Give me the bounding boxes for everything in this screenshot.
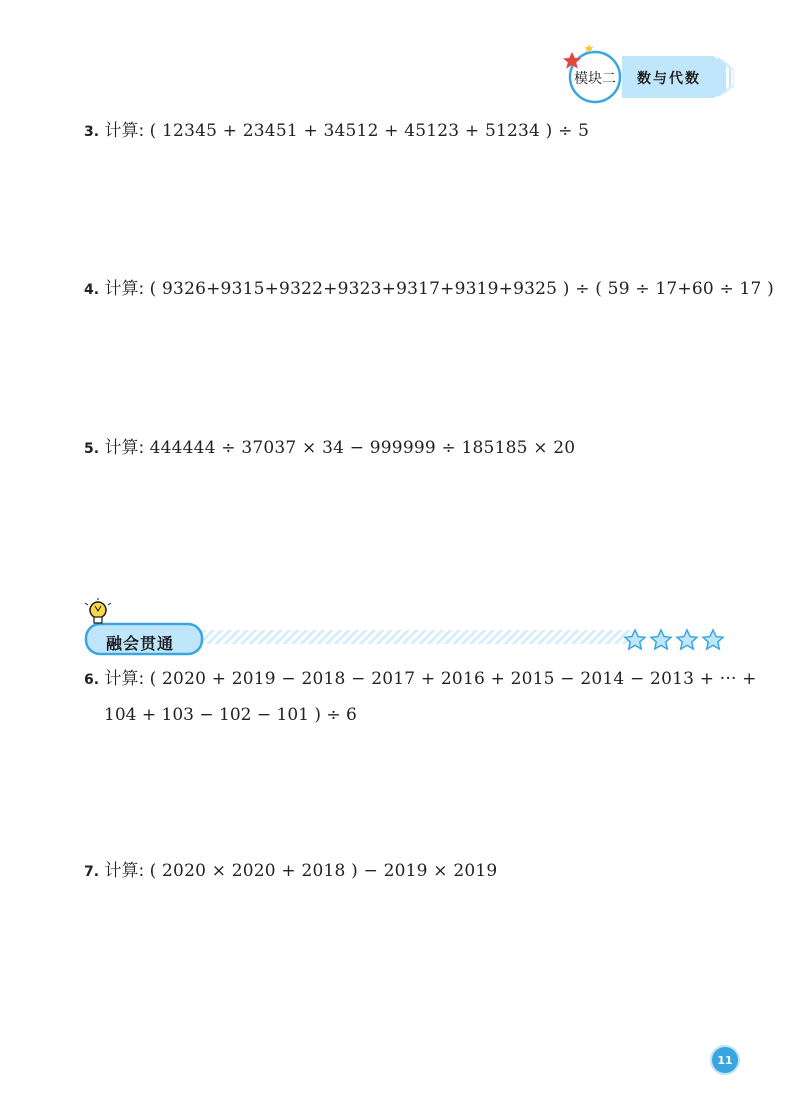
problem-4 [84, 281, 774, 298]
problem-expression: ( 2020 + 2019 − 2018 − 2017 + 2016 + 2015 − 2014 − 2013 + ··· + [149, 669, 757, 689]
problem-expression: 444444 ÷ 37037 × 34 − 999999 ÷ 185185 × 20 [149, 438, 576, 458]
problem-expression-continued: 104 + 103 − 102 − 101 ) ÷ 6 [104, 705, 357, 725]
problem-3 [84, 123, 589, 140]
problem-7 [84, 863, 497, 880]
rating-stars [625, 630, 723, 649]
star-icon [651, 630, 671, 649]
star-icon [677, 630, 697, 649]
problem-number: 3. [84, 124, 100, 140]
problem-number: 7. [84, 864, 100, 880]
section-title: 融会贯通 [106, 634, 175, 653]
star-icon [703, 630, 723, 649]
page-number: 11 [712, 1047, 738, 1073]
module-label: 模块二 [574, 71, 616, 87]
problem-expression: ( 2020 × 2020 + 2018 ) − 2019 × 2019 [149, 861, 498, 881]
problem-number: 5. [84, 441, 100, 457]
problem-expression: ( 9326+9315+9322+9323+9317+9319+9325 ) ÷ ( 59 ÷ 17+60 ÷ 17 ) [149, 279, 774, 299]
module-badge [562, 44, 734, 104]
problem-label: 计算: [104, 861, 145, 881]
problem-label: 计算: [104, 438, 145, 458]
problem-expression: ( 12345 + 23451 + 34512 + 45123 + 51234 ) ÷ 5 [149, 121, 590, 141]
section-stripe-band [190, 630, 630, 644]
problem-label: 计算: [104, 669, 145, 689]
section-header-bar [82, 598, 734, 660]
problem-label: 计算: [104, 279, 145, 299]
problem-6 [84, 671, 757, 688]
lightbulb-icon [85, 598, 111, 623]
problem-label: 计算: [104, 121, 145, 141]
module-title: 数与代数 [637, 71, 701, 87]
problem-number: 6. [84, 672, 100, 688]
problem-number: 4. [84, 282, 100, 298]
problem-5 [84, 440, 575, 457]
